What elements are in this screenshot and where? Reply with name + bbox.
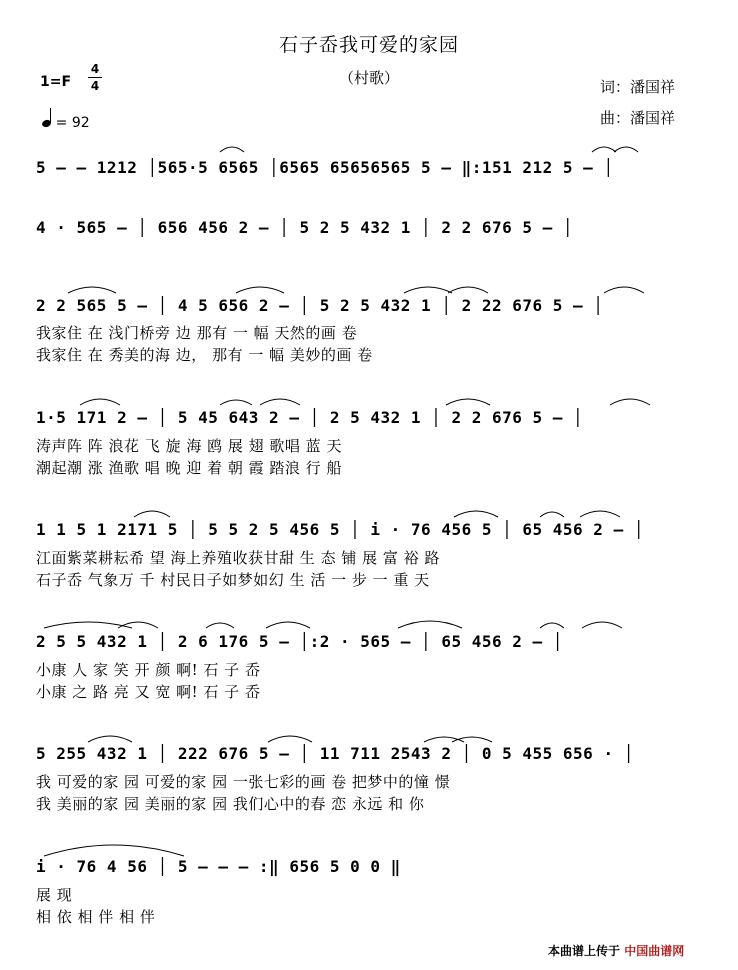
lyric-row-3-verse-1: 我家住 在 浅门桥旁 边 那有 一 幅 天然的画 卷 <box>36 324 358 342</box>
time-signature-divider <box>88 77 102 78</box>
slur-marks-row-1 <box>36 140 716 154</box>
song-title: 石子岙我可爱的家园 <box>278 34 459 56</box>
lyric-row-4-verse-1: 涛声阵 阵 浪花 飞 旋 海 鸥 展 翅 歌唱 蓝 天 <box>36 437 342 455</box>
lyric-row-8-verse-1: 展 现 <box>36 886 73 904</box>
key-signature: 1=F <box>40 74 72 90</box>
notation-row-4: 1·5 171 2 — │ 5 45 643 2 — │ 2 5 432 1 │ 2 2 676 5 — │ <box>36 408 584 427</box>
notation-row-5: 1 1 5 1 2171 5 │ 5 5 2 5 456 5 │ i · 76 456 5 │ 65 456 2 — │ <box>36 520 644 539</box>
notation-row-3: 2 2 565 5 — │ 4 5 656 2 — │ 5 2 5 432 1 │ 2 22 676 5 — │ <box>36 296 604 315</box>
lyric-row-5-verse-1: 江面紫菜耕耘希 望 海上养殖收获甘甜 生 态 铺 展 富 裕 路 <box>36 549 440 567</box>
slur-marks-row-5 <box>36 505 716 519</box>
slur-marks-row-8 <box>36 838 716 858</box>
lyric-row-6-verse-2: 小康 之 路 亮 又 宽 啊! 石 子 岙 <box>36 683 261 701</box>
notation-row-8: i · 76 4 56 │ 5 — — — :‖ 656 5 0 0 ‖ <box>36 857 401 876</box>
tempo-value: = 92 <box>55 115 90 131</box>
upload-footer <box>548 942 684 959</box>
lyric-row-7-verse-1: 我 可爱的家 园 可爱的家 园 一张七彩的画 卷 把梦中的憧 憬 <box>36 773 451 791</box>
lyric-row-5-verse-2: 石子岙 气象万 千 村民日子如梦如幻 生 活 一 步 一 重 天 <box>36 571 430 589</box>
time-signature <box>88 62 102 93</box>
time-signature-bottom: 4 <box>90 79 100 93</box>
upload-text: 本曲谱上传于 <box>548 944 621 958</box>
slur-marks-row-7 <box>36 730 716 744</box>
composer-credit: 曲：潘国祥 <box>600 109 676 127</box>
slur-marks-row-6 <box>36 616 716 630</box>
slur-marks-row-4 <box>36 393 716 407</box>
lyric-row-4-verse-2: 潮起潮 涨 渔歌 唱 晚 迎 着 朝 霞 踏浪 行 船 <box>36 459 342 477</box>
tempo-marking <box>42 108 90 131</box>
lyric-row-3-verse-2: 我家住 在 秀美的海 边， 那有 一 幅 美妙的画 卷 <box>36 346 373 364</box>
notation-row-6: 2 5 5 432 1 │ 2 6 176 5 — │:2 · 565 — │ 65 456 2 — │ <box>36 632 563 651</box>
time-signature-top: 4 <box>90 62 100 76</box>
song-subtitle: （村歌） <box>338 69 399 87</box>
notation-row-1: 5 — — 1212 │565·5 6565 │6565 65656565 5 — ‖:151 212 5 — │ <box>36 158 614 177</box>
lyric-row-6-verse-1: 小康 人 家 笑 开 颜 啊! 石 子 岙 <box>36 661 261 679</box>
site-brand-logo[interactable]: 中国曲谱网 <box>624 944 685 958</box>
notation-row-7: 5 255 432 1 │ 222 676 5 — │ 11 711 2543 2 │ 0 5 455 656 · │ <box>36 744 634 763</box>
lyricist-credit: 词：潘国祥 <box>600 78 676 96</box>
notation-row-2: 4 · 565 — │ 656 456 2 — │ 5 2 5 432 1 │ 2 2 676 5 — │ <box>36 218 574 237</box>
lyric-row-7-verse-2: 我 美丽的家 园 美丽的家 园 我们心中的春 恋 永远 和 你 <box>36 795 425 813</box>
lyric-row-8-verse-2: 相 依 相 伴 相 伴 <box>36 908 156 926</box>
slur-marks-row-3 <box>36 281 716 295</box>
quarter-note-icon <box>41 118 52 128</box>
